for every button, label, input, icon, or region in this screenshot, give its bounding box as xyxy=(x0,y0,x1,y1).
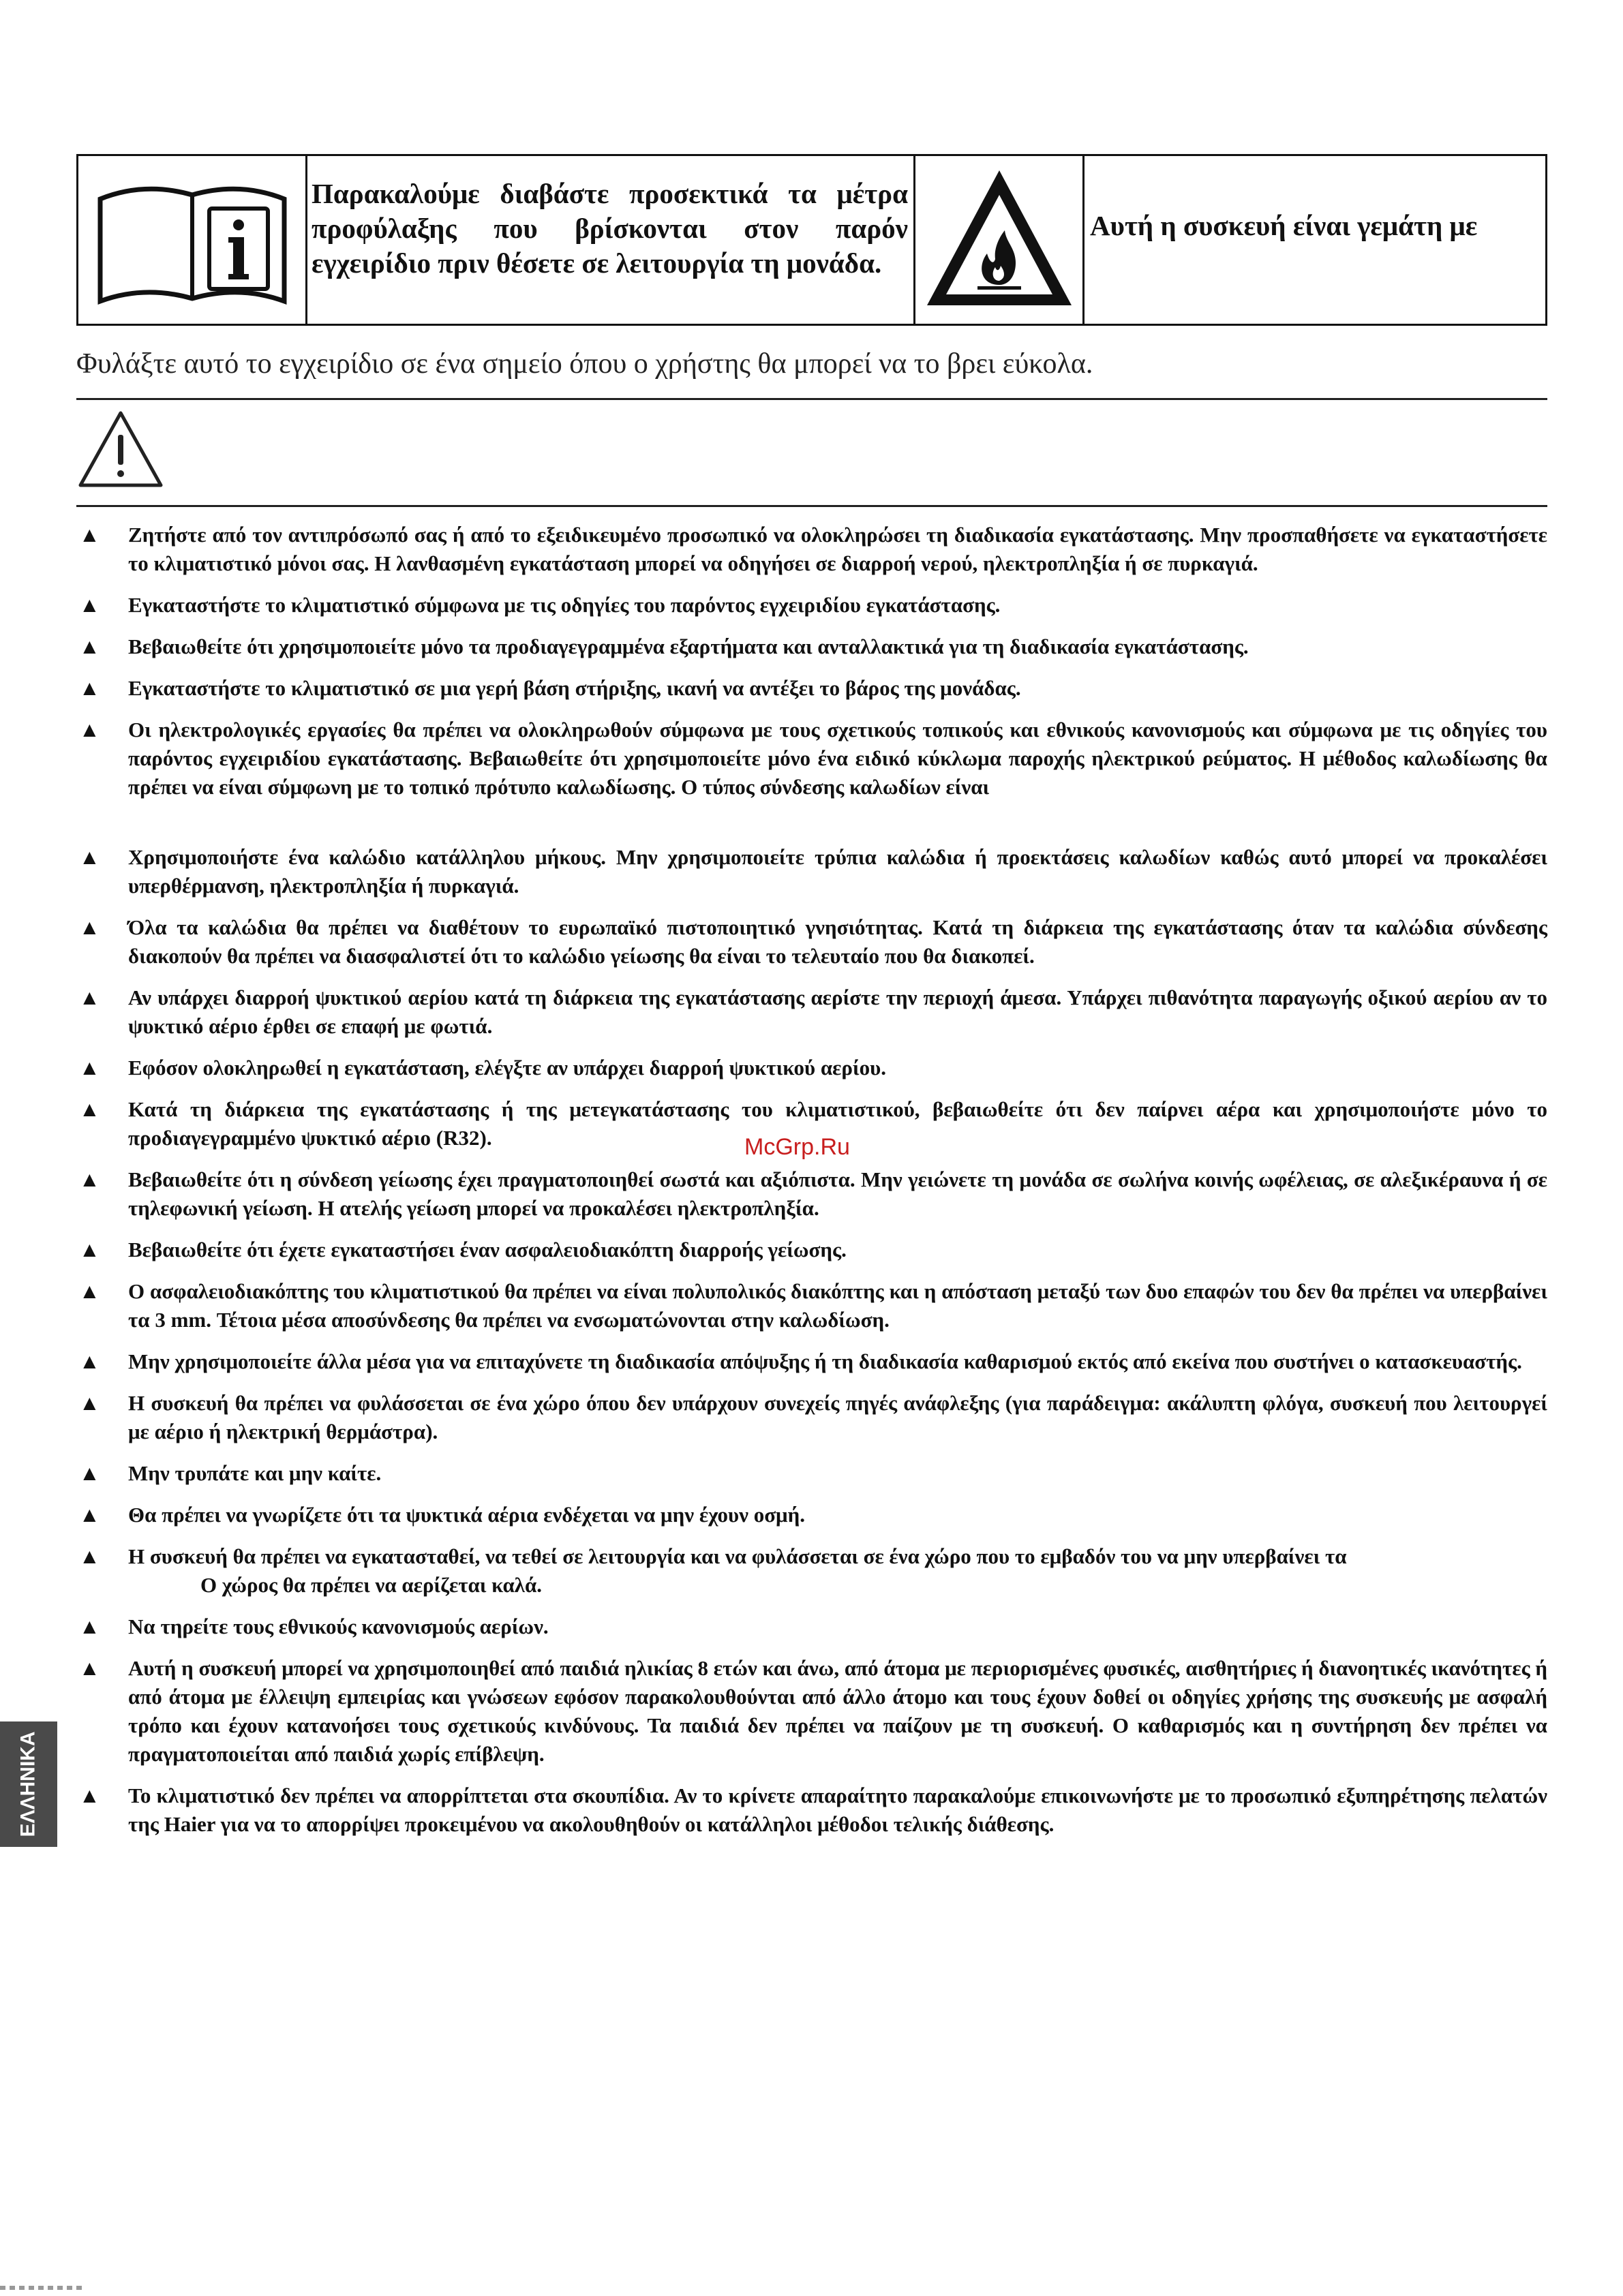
list-item xyxy=(76,1277,1547,1334)
bullet-triangle-icon: ▲ xyxy=(79,1056,100,1080)
list-item-text: Η συσκευή θα πρέπει να φυλάσσεται σε ένα χώρο όπου δεν υπάρχουν συνεχείς πηγές ανάφλεξης (για παράδειγμα: ακάλυπτη φλόγα, συσκευή που λειτουργεί με αέριο ή ηλεκτρική θερμάστρα). xyxy=(128,1391,1547,1443)
bullet-triangle-icon: ▲ xyxy=(79,845,100,869)
list-item-text: Χρησιμοποιήστε ένα καλώδιο κατάλληλου μήκους. Μην χρησιμοποιείτε τρύπια καλώδια ή προεκτάσεις καλωδίων καθώς αυτό μπορεί να προκαλέσει υπερθέρμανση, ηλεκτροπληξία ή πυρκαγιά. xyxy=(128,845,1547,898)
list-item xyxy=(76,1165,1547,1223)
language-label: ΕΛΛΗΝΙΚΑ xyxy=(17,1731,40,1837)
list-item xyxy=(76,591,1547,619)
watermark: McGrp.Ru xyxy=(744,1134,850,1160)
bullet-triangle-icon: ▲ xyxy=(79,1167,100,1191)
bullet-triangle-icon: ▲ xyxy=(79,1279,100,1303)
list-item-text: Εγκαταστήστε το κλιματιστικό σύμφωνα με τις οδηγίες του παρόντος εγχειριδίου εγκατάστασης. xyxy=(128,593,1001,617)
list-item-text: Βεβαιωθείτε ότι έχετε εγκαταστήσει έναν ασφαλειοδιακόπτη διαρροής γείωσης. xyxy=(128,1238,847,1261)
bullet-triangle-icon: ▲ xyxy=(79,718,100,741)
keep-manual-note: Φυλάξτε αυτό το εγχειρίδιο σε ένα σημείο όπου ο χρήστης θα μπορεί να το βρει εύκολα. xyxy=(76,348,1093,380)
list-item-text: Βεβαιωθείτε ότι χρησιμοποιείτε μόνο τα προδιαγεγραμμένα εξαρτήματα και ανταλλακτικά για τη διαδικασία εγκατάστασης. xyxy=(128,634,1249,658)
bullet-triangle-icon: ▲ xyxy=(79,1349,100,1373)
bullet-triangle-icon: ▲ xyxy=(79,915,100,939)
divider-top xyxy=(76,398,1547,400)
list-item-text: Εφόσον ολοκληρωθεί η εγκατάσταση, ελέγξτε αν υπάρχει διαρροή ψυκτικού αερίου. xyxy=(128,1056,886,1080)
list-item-text: Αν υπάρχει διαρροή ψυκτικού αερίου κατά τη διάρκεια της εγκατάστασης αερίστε την περιοχή άμεσα. Υπάρχει πιθανότητα παραγωγής οξικού αερίου αν το ψυκτικό αέριο έρθει σε επαφή με φωτιά. xyxy=(128,985,1547,1038)
flammable-warning-cell xyxy=(915,156,1084,324)
bullet-triangle-icon: ▲ xyxy=(79,1656,100,1680)
list-item xyxy=(76,1654,1547,1769)
list-item-text: Να τηρείτε τους εθνικούς κανονισμούς αερίων. xyxy=(128,1614,549,1638)
bullet-triangle-icon: ▲ xyxy=(79,676,100,700)
bullet-triangle-icon: ▲ xyxy=(79,1461,100,1485)
list-item xyxy=(76,843,1547,900)
list-item xyxy=(76,1612,1547,1641)
bullet-triangle-icon: ▲ xyxy=(79,1503,100,1527)
bullet-triangle-icon: ▲ xyxy=(79,1391,100,1415)
list-item-text: Μην τρυπάτε και μην καίτε. xyxy=(128,1461,382,1485)
list-item-text: Το κλιματιστικό δεν πρέπει να απορρίπτεται στα σκουπίδια. Αν το κρίνετε απαραίτητο παρακαλούμε επικοινωνήστε με το προσωπικό εξυπηρέτησης πελατών της Haier για να το απορρίψει προκειμένου να ακολουθηθούν οι κατάλληλοι μέθοδοι τελικής διάθεσης. xyxy=(128,1784,1547,1836)
bullet-triangle-icon: ▲ xyxy=(79,1238,100,1261)
list-item xyxy=(76,1054,1547,1082)
bullet-triangle-icon: ▲ xyxy=(79,634,100,658)
list-item xyxy=(76,1389,1547,1446)
bullet-triangle-icon: ▲ xyxy=(79,1097,100,1121)
flammable-text: Αυτή η συσκευή είναι γεμάτη με xyxy=(1090,210,1478,241)
list-item xyxy=(76,1236,1547,1264)
list-item xyxy=(76,1347,1547,1376)
read-instructions-cell xyxy=(307,156,915,324)
list-item-text: Θα πρέπει να γνωρίζετε ότι τα ψυκτικά αέρια ενδέχεται να μην έχουν οσμή. xyxy=(128,1503,805,1527)
list-item-text: Ζητήστε από τον αντιπρόσωπό σας ή από το εξειδικευμένο προσωπικό να ολοκληρώσει τη διαδικασία εγκατάστασης. Μην προσπαθήσετε να εγκαταστήσετε το κλιματιστικό μόνοι σας. Η λανθασμένη εγκατάσταση μπορεί να οδηγήσει σε διαρροή νερού, ηλεκτροπληξία ή σε πυρκαγιά. xyxy=(128,523,1547,575)
divider-bottom xyxy=(76,505,1547,507)
list-item-text: Εγκαταστήστε το κλιματιστικό σε μια γερή βάση στήριξης, ικανή να αντέξει το βάρος της μονάδας. xyxy=(128,676,1021,700)
list-item xyxy=(76,716,1547,801)
bullet-triangle-icon: ▲ xyxy=(79,1784,100,1807)
bullet-triangle-icon: ▲ xyxy=(79,523,100,547)
flammable-text-cell xyxy=(1084,156,1545,324)
list-item-text: Οι ηλεκτρολογικές εργασίες θα πρέπει να ολοκληρωθούν σύμφωνα με τους σχετικούς τοπικούς και εθνικούς κανονισμούς και σύμφωνα με τις οδηγίες του παρόντος εγχειριδίου εγκατάστασης. Βεβαιωθείτε ότι χρησιμοποιείτε μόνο ένα ειδικό κύκλωμα παροχής ηλεκτρικού ρεύματος. Η μέθοδος καλωδίωσης θα πρέπει να είναι σύμφωνη με το τοπικό πρότυπο καλωδίωσης. Ο τύπος σύνδεσης καλωδίων είναι xyxy=(128,718,1547,799)
list-item xyxy=(76,632,1547,661)
list-item xyxy=(76,1542,1547,1599)
bullet-triangle-icon: ▲ xyxy=(79,1614,100,1638)
list-item-continuation: Ο χώρος θα πρέπει να αερίζεται καλά. xyxy=(200,1573,543,1597)
language-side-tab xyxy=(0,1721,57,1847)
list-item-text: Όλα τα καλώδια θα πρέπει να διαθέτουν το ευρωπαϊκό πιστοποιητικό γνησιότητας. Κατά τη διάρκεια της εγκατάστασης όταν τα καλώδια σύνδεσης διακοπούν θα πρέπει να διασφαλιστεί ότι το καλώδιο γείωσης θα είναι το τελευταίο που θα διακοπεί. xyxy=(128,915,1547,968)
header-table xyxy=(76,154,1547,326)
read-instructions-text: Παρακαλούμε διαβάστε προσεκτικά τα μέτρα προφύλαξης που βρίσκονται στον παρόν εγχειρίδιο πριν θέσετε σε λειτουργία τη μονάδα. xyxy=(312,178,908,279)
list-item-text: Βεβαιωθείτε ότι η σύνδεση γείωσης έχει πραγματοποιηθεί σωστά και αξιόπιστα. Μην γειώνετε τη μονάδα σε σωλήνα κοινής ωφέλειας, σε αλεξικέραυνα ή σε τηλεφωνική γείωση. Η ατελής γείωση μπορεί να προκαλέσει ηλεκτροπληξία. xyxy=(128,1167,1547,1220)
warning-triangle-icon xyxy=(76,409,165,491)
list-item xyxy=(76,521,1547,578)
bullet-triangle-icon: ▲ xyxy=(79,593,100,617)
list-item-text: Κατά τη διάρκεια της εγκατάστασης ή της μετεγκατάστασης του κλιματιστικού, βεβαιωθείτε ότι δεν παίρνει αέρα και χρησιμοποιήστε μόνο το προδιαγεγραμμένο ψυκτικό αέριο (R32). xyxy=(128,1097,1547,1150)
list-item xyxy=(76,1501,1547,1529)
list-item xyxy=(76,983,1547,1041)
manual-info-icon xyxy=(93,172,291,308)
bullet-triangle-icon: ▲ xyxy=(79,1544,100,1568)
list-item-text: Αυτή η συσκευή μπορεί να χρησιμοποιηθεί από παιδιά ηλικίας 8 ετών και άνω, από άτομα με περιορισμένες φυσικές, αισθητήριες ή διανοητικές ικανότητες ή από άτομα με έλλειψη εμπειρίας και γνώσεων εφόσον παρακολουθούνται από άλλο άτομο και τους έχουν δοθεί οι οδηγίες χρήσης της συσκευής με ασφαλή τρόπο και έχουν κατανοήσει τους σχετικούς κινδύνους. Τα παιδιά δεν πρέπει να παίζουν με τη συσκευή. Ο καθαρισμός και η συντήρηση δεν πρέπει να πραγματοποιείται από παιδιά χωρίς επίβλεψη. xyxy=(128,1656,1547,1766)
list-item-text: Ο ασφαλειοδιακόπτης του κλιματιστικού θα πρέπει να είναι πολυπολικός διακόπτης και η απόσταση μεταξύ των δυο επαφών του δεν θα πρέπει να υπερβαίνει τα 3 mm. Τέτοια μέσα αποσύνδεσης θα πρέπει να ενσωματώνονται στην καλωδίωση. xyxy=(128,1279,1547,1332)
flammable-warning-icon xyxy=(923,164,1076,316)
list-item-text: Η συσκευή θα πρέπει να εγκατασταθεί, να τεθεί σε λειτουργία και να φυλάσσεται σε ένα χώρο που το εμβαδόν του να μην υπερβαίνει τα xyxy=(128,1544,1347,1568)
list-item-text: Μην χρησιμοποιείτε άλλα μέσα για να επιταχύνετε τη διαδικασία απόψυξης ή τη διαδικασία καθαρισμού εκτός από εκείνα που συστήνει ο κατασκευαστής. xyxy=(128,1349,1522,1373)
list-item xyxy=(76,1781,1547,1839)
list-item xyxy=(76,913,1547,970)
footer-marks xyxy=(0,2286,82,2290)
list-item xyxy=(76,1459,1547,1488)
bullet-triangle-icon: ▲ xyxy=(79,985,100,1009)
manual-info-cell xyxy=(78,156,307,324)
list-item xyxy=(76,674,1547,703)
safety-instructions-list xyxy=(76,521,1547,1852)
